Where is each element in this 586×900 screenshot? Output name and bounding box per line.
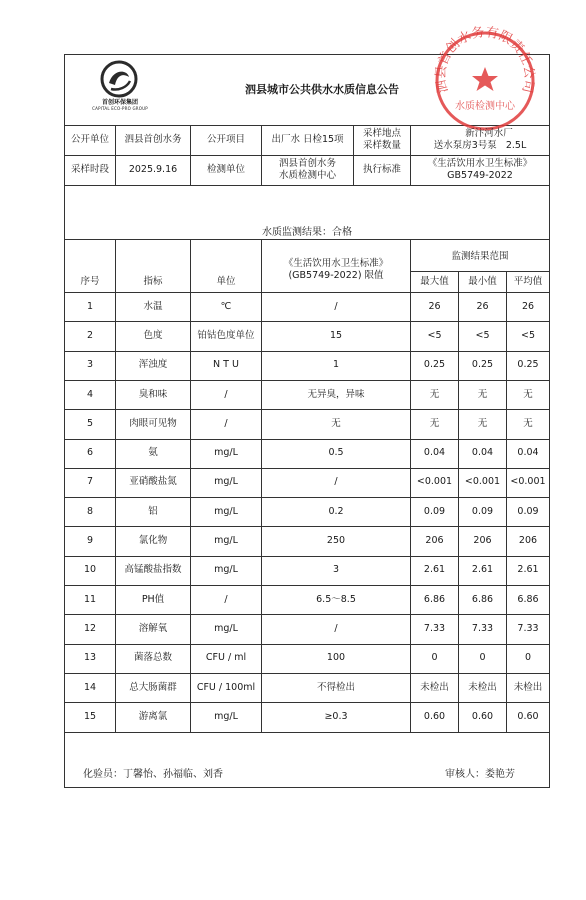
row-avg: <5 [520,329,535,341]
row-avg: 未检出 [513,681,543,693]
row-indicator: 亚硝酸盐氮 [129,476,177,488]
row-limit: 0.2 [328,505,344,517]
row-avg: 206 [518,535,538,547]
sample-qty-label: 采样数量 [362,140,401,151]
row-max: 2.61 [423,564,446,576]
row-no: 14 [83,681,97,693]
row-unit: CFU / 100ml [196,681,256,693]
row-avg: 无 [523,388,533,400]
sample-site-line2: 送水泵房3号泵 2.5L [433,140,527,151]
row-max: <0.001 [416,476,453,488]
row-min: 无 [477,388,488,400]
row-max: 未检出 [420,681,449,693]
publisher-label: 公开单位 [70,134,109,145]
row-indicator: PH值 [141,593,165,605]
row-no: 7 [86,476,94,488]
col-header-max: 最大值 [420,275,449,287]
row-limit: / [334,300,338,312]
seal-star-icon [472,67,498,91]
company-seal [425,21,545,141]
row-min: 6.86 [471,593,494,605]
reviewer-text: 审核人：娄艳芳 [445,769,515,780]
sample-site-qty-label [354,125,410,155]
row-no: 12 [83,622,97,634]
row-limit: 3 [332,564,340,576]
page-title: 泗县城市公共供水水质信息公告 [245,83,399,96]
logo-swirl-icon [99,59,139,99]
row-indicator: 溶解氧 [138,622,168,634]
row-max: 0.60 [423,710,446,722]
row-max: 无 [429,417,440,429]
row-unit: mg/L [214,447,238,459]
row-avg: 2.61 [517,564,539,576]
col-header-limit [262,247,410,293]
row-avg: 0.04 [517,447,539,459]
row-min: 0.04 [471,447,494,459]
row-min: 无 [477,417,488,429]
limit-header-line2: (GB5749-2022) 限值 [288,270,384,281]
standard-label: 执行标准 [362,164,401,175]
row-avg: 26 [521,300,535,312]
row-indicator: 铝 [148,505,158,517]
logo-en-text: CAPITAL ECO-PRO GROUP [92,106,148,111]
seal-outer-text: 泗县首创水务有限责任公司 [432,24,538,95]
row-unit: mg/L [214,505,238,517]
row-unit: / [224,417,228,429]
row-min: <5 [475,329,490,341]
row-indicator: 游离氯 [138,710,168,722]
row-no: 11 [83,593,97,605]
row-limit: / [334,476,338,488]
lab-value [262,155,353,185]
row-max: 7.33 [423,622,446,634]
row-unit: / [224,388,228,400]
row-indicator: 水温 [143,300,163,312]
row-indicator: 臭和味 [138,388,168,400]
row-indicator: 氨 [148,447,158,459]
sample-site-label: 采样地点 [362,128,401,139]
row-no: 9 [86,535,94,547]
row-avg: <0.001 [510,476,546,488]
row-max: 206 [425,535,444,547]
row-max: 0.09 [423,505,446,517]
row-unit: mg/L [214,535,238,547]
col-header-avg: 平均值 [513,275,543,287]
col-header-no: 序号 [80,275,100,287]
row-min: <0.001 [464,476,501,488]
row-no: 5 [86,417,94,429]
row-max: 无 [429,388,440,400]
row-min: 0.09 [471,505,494,517]
row-limit: 0.5 [328,447,344,459]
row-indicator: 高锰酸盐指数 [124,564,182,576]
sample-qty-value: 2.5L [505,140,527,151]
row-max: 6.86 [423,593,446,605]
row-indicator: 肉眼可见物 [129,417,177,429]
row-no: 15 [83,710,97,722]
standard-value [411,155,549,185]
row-limit: / [334,622,338,634]
col-header-min: 最小值 [468,275,497,287]
publisher-value: 泗县首创水务 [124,134,182,145]
row-avg: 6.86 [517,593,539,605]
row-avg: 7.33 [517,622,539,634]
row-no: 4 [86,388,94,400]
row-max: 0.25 [423,359,446,371]
row-limit: 100 [326,652,346,664]
row-unit: CFU / ml [205,652,247,664]
row-limit: 无异臭，异味 [307,388,365,400]
row-indicator: 浑浊度 [138,359,168,371]
row-avg: 0.60 [517,710,539,722]
row-unit: 铂钴色度单位 [197,329,255,341]
row-unit: mg/L [214,476,238,488]
row-max: <5 [427,329,442,341]
row-indicator: 总大肠菌群 [129,681,177,693]
logo-cn-text: 首创环保集团 [101,99,138,106]
seal-inner-text: 水质检测中心 [455,101,515,112]
row-indicator: 氯化物 [138,535,168,547]
row-no: 10 [83,564,97,576]
row-unit: ℃ [220,300,232,312]
row-unit: mg/L [214,564,238,576]
row-unit: mg/L [214,622,238,634]
row-limit: 1 [332,359,340,371]
row-limit: 15 [329,329,343,341]
row-max: 0.04 [423,447,446,459]
row-no: 3 [86,359,94,371]
result-subtitle: 水质监测结果：合格 [262,227,352,238]
row-limit: ≥0.3 [324,710,348,722]
sample-time-label: 采样时段 [70,164,109,175]
limit-header-line1: 《生活饮用水卫生标准》 [283,258,389,269]
row-limit: 250 [326,535,346,547]
row-max: 26 [428,300,441,312]
water-quality-notice [64,24,550,788]
row-no: 6 [86,447,94,459]
testers-text: 化验员：丁馨怡、孙福临、刘香 [83,769,223,780]
row-min: 7.33 [471,622,494,634]
sample-site-line1: 新汴河水厂 [465,128,513,139]
row-indicator: 菌落总数 [133,652,172,664]
col-header-range: 监测结果范围 [451,251,509,262]
notice-header [65,24,549,126]
item-value: 出厂水 日检15项 [271,134,344,145]
col-header-indicator: 指标 [143,275,163,287]
row-no: 1 [86,300,94,312]
row-min: 0 [479,652,486,664]
row-min: 2.61 [471,564,494,576]
company-logo [85,59,155,119]
standard-line1: 《生活饮用水卫生标准》 [427,158,533,169]
row-avg: 0 [524,652,532,664]
row-unit: N T U [213,359,239,371]
grid-hline [65,732,549,733]
row-avg: 0.09 [517,505,539,517]
standard-line2: GB5749-2022 [447,170,513,181]
row-max: 0 [431,652,438,664]
lab-line1: 泗县首创水务 [278,158,336,169]
row-indicator: 色度 [143,329,163,341]
row-limit: 不得检出 [316,681,355,693]
row-avg: 无 [523,417,533,429]
row-min: 26 [476,300,489,312]
row-no: 2 [86,329,94,341]
row-no: 13 [83,652,97,664]
row-min: 0.25 [471,359,494,371]
lab-label: 检测单位 [206,164,245,175]
row-min: 206 [473,535,492,547]
row-no: 8 [86,505,94,517]
sample-time-value: 2025.9.16 [128,164,178,175]
row-avg: 0.25 [517,359,539,371]
row-unit: mg/L [214,710,238,722]
row-limit: 6.5～8.5 [316,593,356,605]
item-label: 公开项目 [206,134,245,145]
row-unit: / [224,593,228,605]
row-limit: 无 [331,417,341,429]
lab-line2: 水质检测中心 [278,170,336,181]
sample-site-value [411,125,549,155]
row-min: 未检出 [468,681,497,693]
col-header-unit: 单位 [216,275,236,287]
row-min: 0.60 [471,710,494,722]
